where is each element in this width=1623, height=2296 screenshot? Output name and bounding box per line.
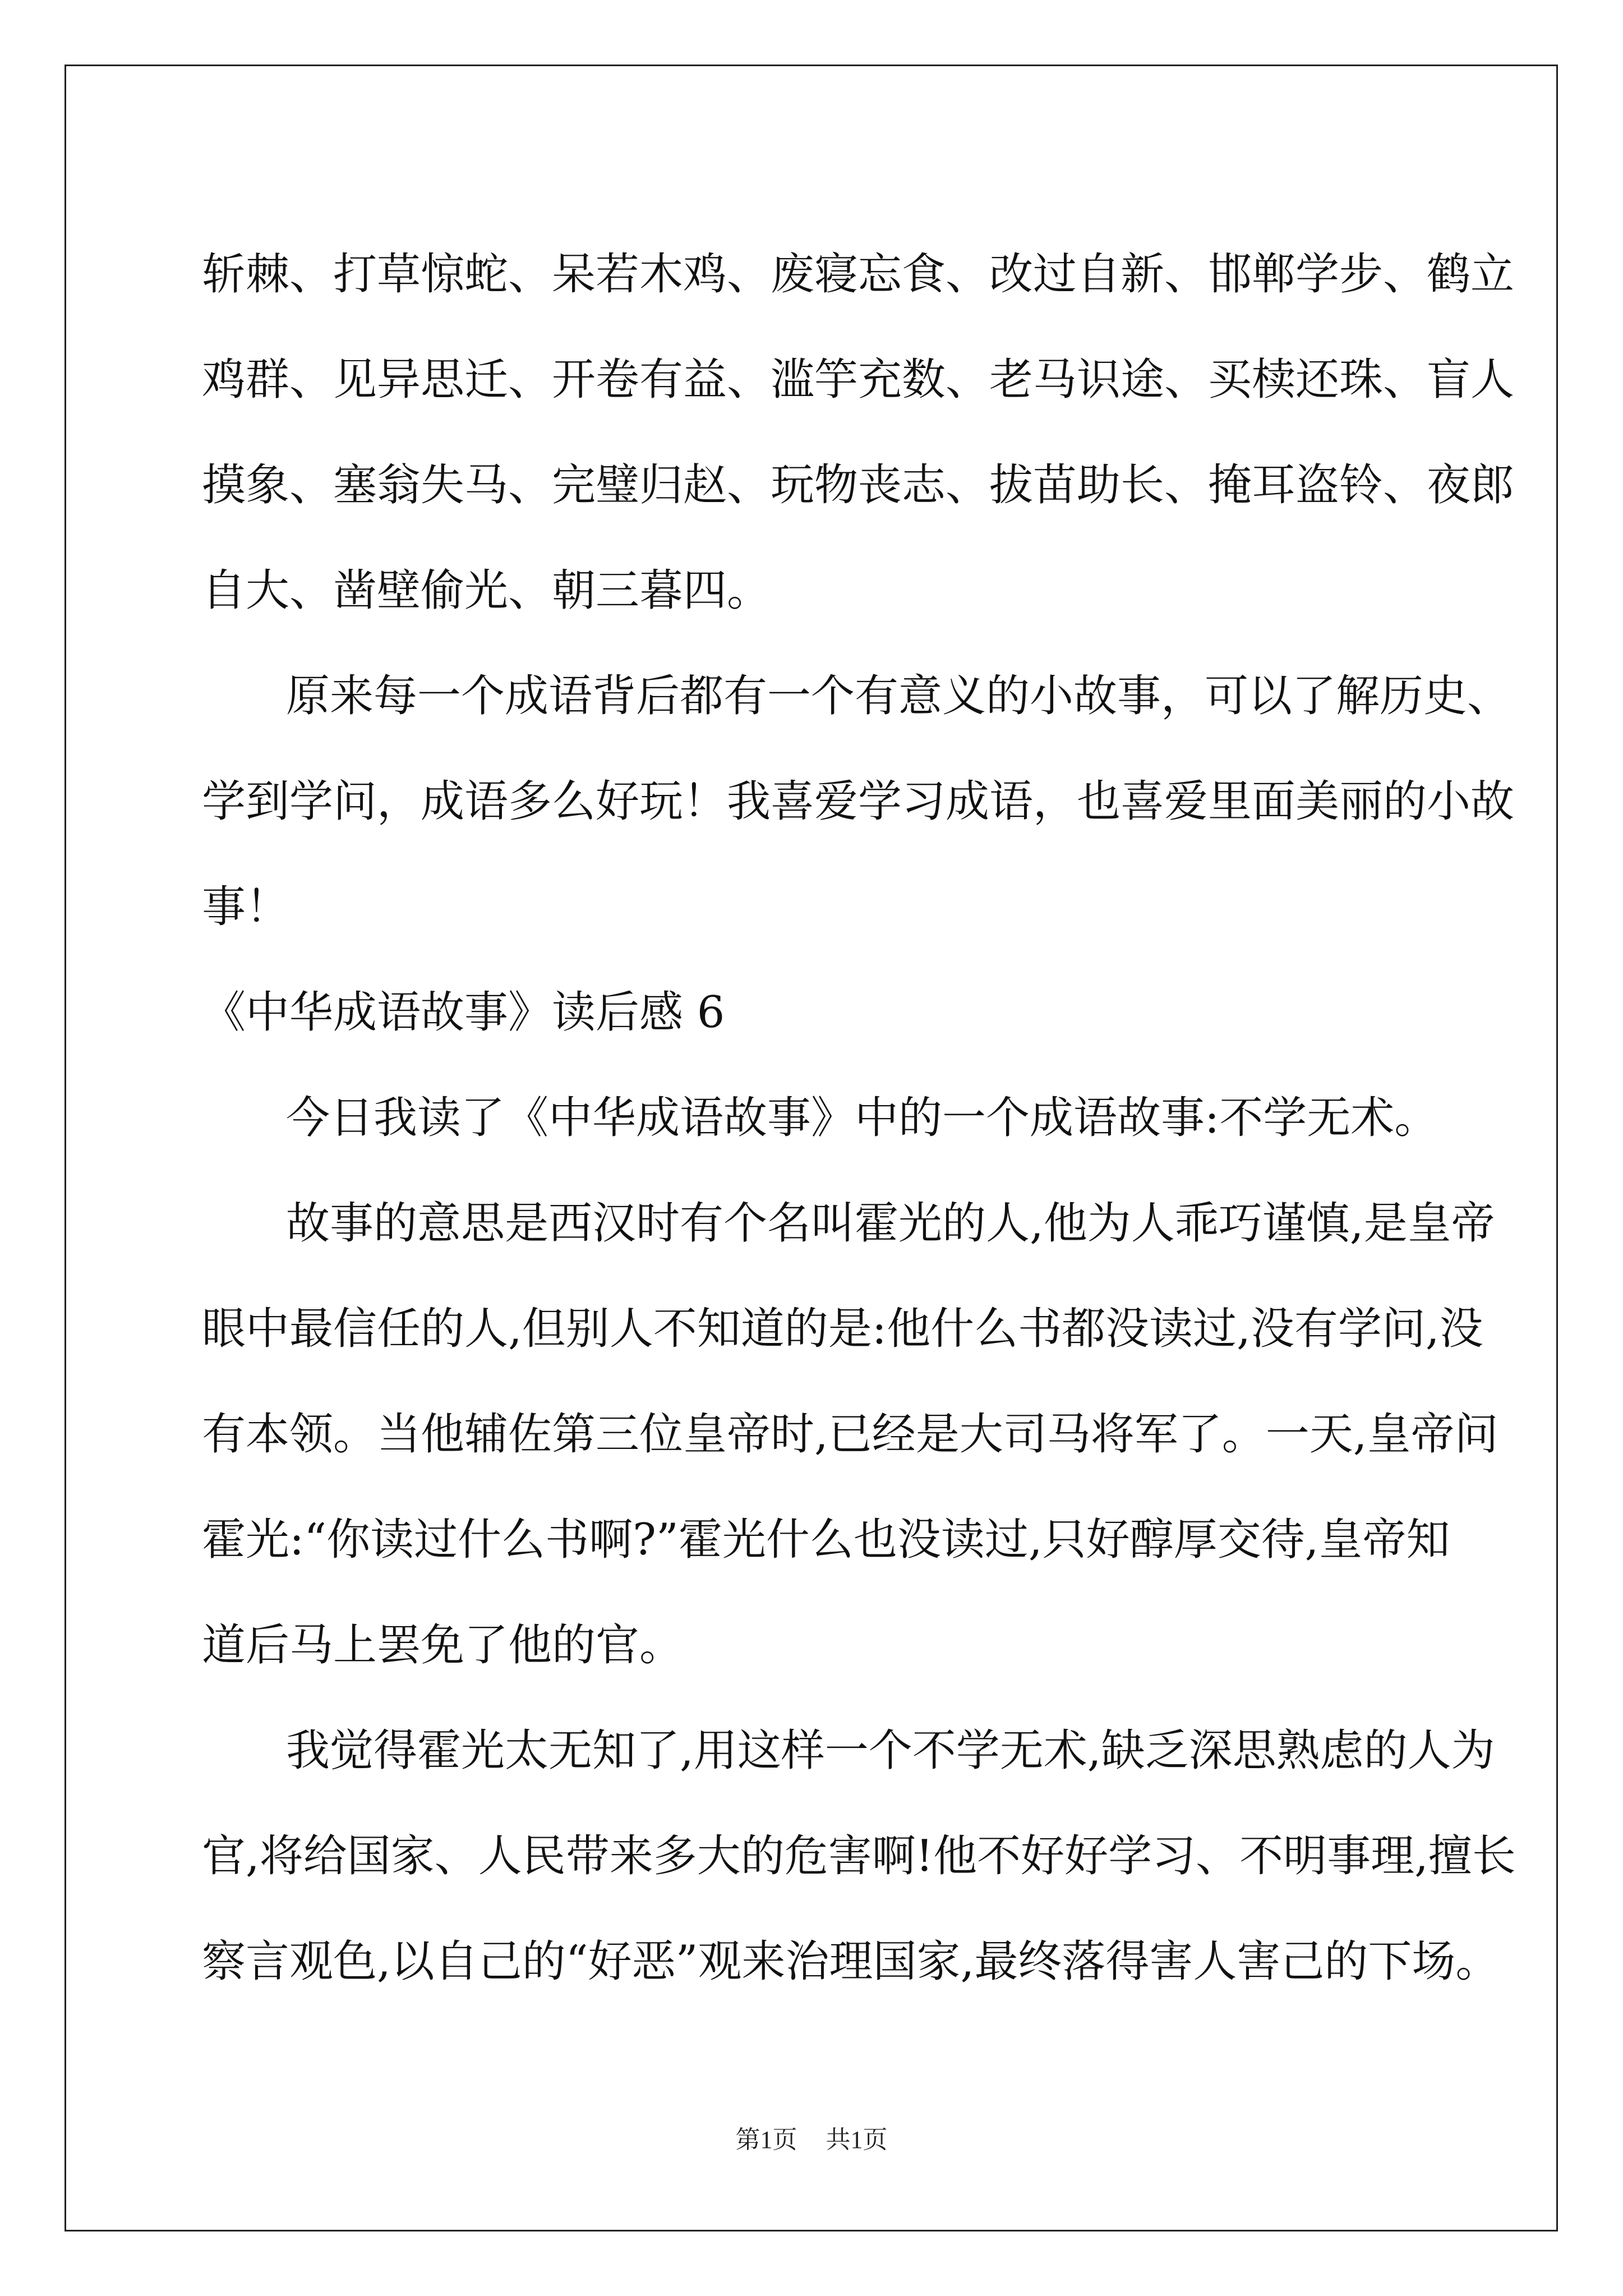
page-number: 第1页 [735,2126,797,2154]
text-line: 斩棘、打草惊蛇、呆若木鸡、废寝忘食、改过自新、邯郸学步、鹤立 [202,249,1515,300]
page-footer [0,2123,1623,2157]
text-line: 摸象、塞翁失马、完璧归赵、玩物丧志、拔苗助长、掩耳盗铃、夜郎 [202,460,1515,510]
text-line: 霍光:“你读过什么书啊?”霍光什么也没读过,只好醇厚交待,皇帝知 [202,1515,1450,1565]
text-line: 有本领。当他辅佐第三位皇帝时,已经是大司马将军了。一天,皇帝问 [202,1409,1498,1460]
paragraph-start-line: 故事的意思是西汉时有个名叫霍光的人,他为人乖巧谨慎,是皇帝 [286,1198,1495,1249]
paragraph-start-line: 我觉得霍光太无知了,用这样一个不学无术,缺乏深思熟虑的人为 [286,1726,1495,1776]
text-line: 眼中最信任的人,但别人不知道的是:他什么书都没读过,没有学问,没 [202,1304,1483,1354]
text-line: 察言观色,以自己的“好恶”观来治理国家,最终落得害人害己的下场。 [202,1936,1500,1987]
text-line: 学到学问，成语多么好玩！我喜爱学习成语，也喜爱里面美丽的小故 [202,776,1515,827]
page-total: 共1页 [826,2126,888,2154]
text-line: 道后马上罢免了他的官。 [202,1620,684,1671]
text-line: 鸡群、见异思迁、开卷有益、滥竽充数、老马识途、买椟还珠、盲人 [202,355,1515,405]
section-heading: 《中华成语故事》读后感 6 [202,987,725,1038]
document-body [202,222,1516,2014]
text-line: 官,将给国家、人民带来多大的危害啊!他不好好学习、不明事理,擅长 [202,1831,1516,1881]
text-line: 事！ [202,882,290,932]
text-line: 自大、凿壁偷光、朝三暮四。 [202,565,771,616]
paragraph-start-line: 原来每一个成语背后都有一个有意义的小故事，可以了解历史、 [286,671,1511,721]
paragraph-start-line: 今日我读了《中华成语故事》中的一个成语故事:不学无术。 [286,1093,1438,1143]
